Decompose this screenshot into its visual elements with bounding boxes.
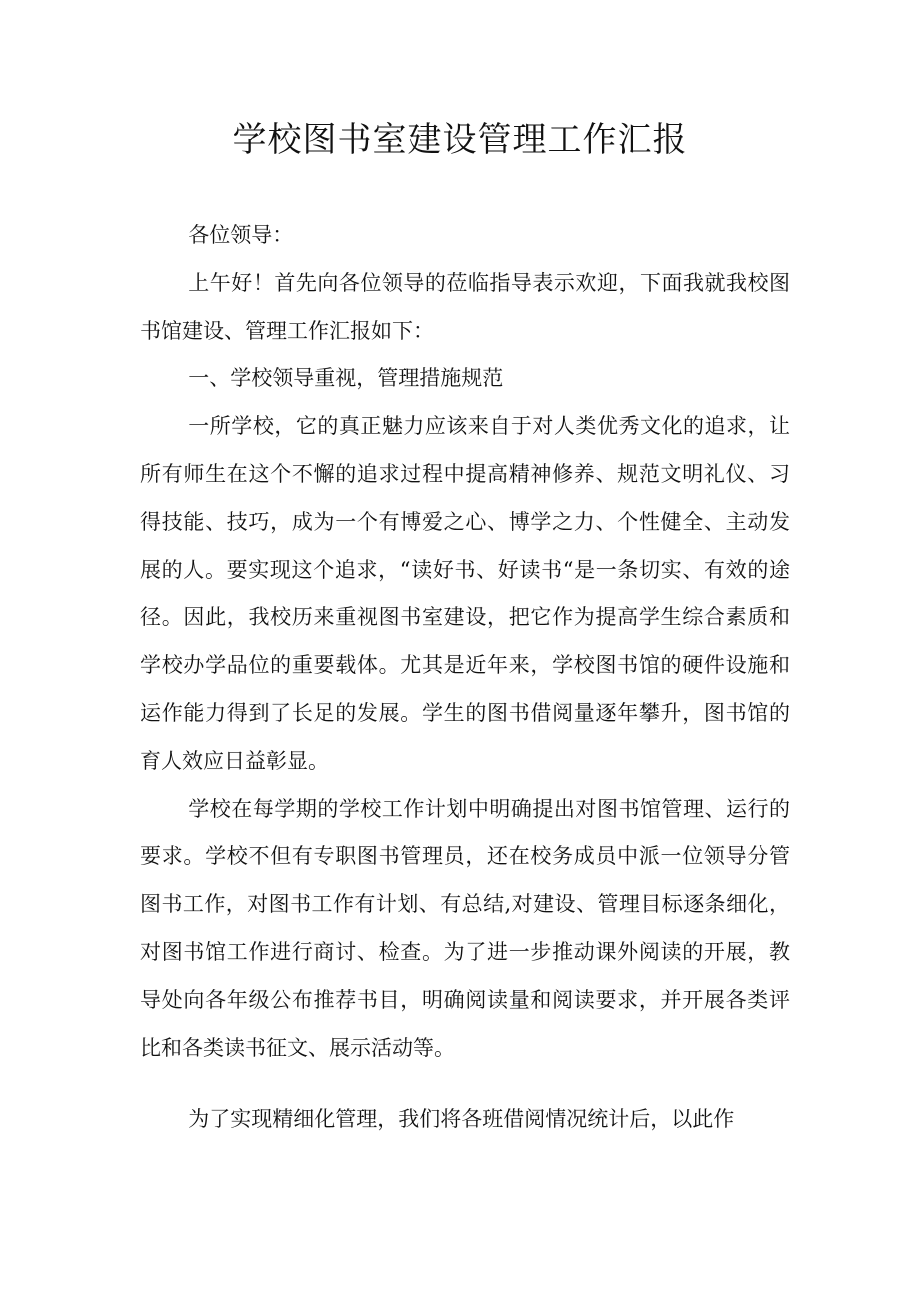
body-paragraph: 学校在每学期的学校工作计划中明确提出对图书馆管理、运行的要求。学校不但有专职图书管理员，还在校务成员中派一位领导分管图书工作，对图书工作有计划、有总结,对建设、管理目标逐条细化，对图书馆工作进行商讨、检查。为了进一步推动课外阅读的开展，教导处向各年级公布推荐书目，明确阅读量和阅读要求，并开展各类评比和各类读书征文、展示活动等。 <box>140 796 790 1060</box>
greeting-paragraph: 上午好！首先向各位领导的莅临指导表示欢迎，下面我就我校图书馆建设、管理工作汇报如下： <box>140 270 790 343</box>
body-paragraph: 为了实现精细化管理，我们将各班借阅情况统计后，以此作 <box>188 1107 735 1132</box>
document-title: 学校图书室建设管理工作汇报 <box>232 120 688 160</box>
section-heading: 一、学校领导重视，管理措施规范 <box>188 366 504 391</box>
salutation: 各位领导： <box>188 223 294 247</box>
document-body <box>140 212 790 1144</box>
body-paragraph: 一所学校，它的真正魅力应该来自于对人类优秀文化的追求，让所有师生在这个不懈的追求过程中提高精神修养、规范文明礼仪、习得技能、技巧，成为一个有博爱之心、博学之力、个性健全、主动发展的人。要实现这个追求，“读好书、好读书“是一条切实、有效的途径。因此，我校历来重视图书室建设，把它作为提高学生综合素质和学校办学品位的重要载体。尤其是近年来，学校图书馆的硬件设施和运作能力得到了长足的发展。学生的图书借阅量逐年攀升，图书馆的育人效应日益彰显。 <box>140 414 790 773</box>
